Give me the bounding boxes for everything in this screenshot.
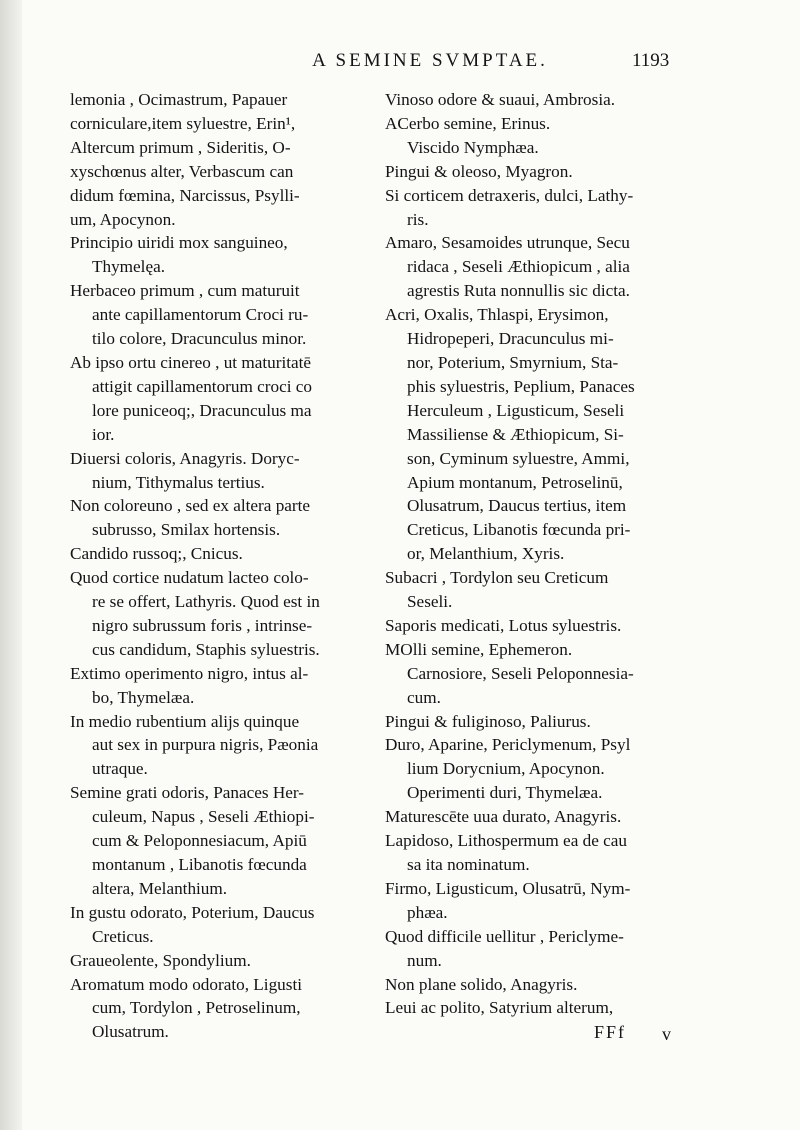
text-line: tilo colore, Dracunculus minor. [92, 329, 307, 349]
text-line: In medio rubentium alijs quinque [70, 711, 300, 731]
text-line: Operimenti duri, Thymelæa. [407, 783, 603, 803]
text-line: Olusatrum. [92, 1022, 169, 1042]
text-line: Leui ac polito, Satyrium alterum, [385, 998, 614, 1018]
text-line: Creticus. [92, 926, 154, 946]
left-column [70, 88, 380, 1044]
text-line: Non plane solido, Anagyris. [385, 974, 578, 994]
text-line: Pingui & oleoso, Myagron. [385, 161, 573, 181]
text-line: cum & Peloponnesiacum, Apiū [92, 831, 307, 851]
text-line: utraque. [92, 759, 148, 779]
text-line: Extimo operimento nigro, intus al- [70, 663, 309, 683]
text-line: phæa. [407, 902, 448, 922]
text-line: Hidropeperi, Dracunculus mi- [407, 329, 614, 349]
text-line: altera, Melanthium. [92, 878, 228, 898]
text-line: num. [407, 950, 442, 970]
text-line: cus candidum, Staphis syluestris. [92, 639, 320, 659]
text-line: sa ita nominatum. [407, 855, 530, 874]
text-line: Amaro, Sesamoides utrunque, Secu [385, 233, 630, 253]
page-number: 1193 [632, 50, 670, 71]
text-line: Lapidoso, Lithospermum ea de cau [385, 831, 627, 851]
text-line: Aromatum modo odorato, Ligusti [70, 974, 303, 994]
text-line: didum fœmina, Narcissus, Psylli- [70, 185, 300, 205]
text-line: cum, Tordylon , Petroselinum, [92, 998, 301, 1018]
text-line: bo, Thymelæa. [92, 687, 195, 707]
text-line: Thymelęa. [92, 257, 166, 277]
text-line: nigro subrussum foris , intrinse- [92, 615, 313, 635]
text-line: corniculare,item syluestre, Erin¹, [70, 113, 296, 133]
text-line: ior. [92, 424, 115, 444]
text-line: re se offert, Lathyris. Quod est in [92, 592, 320, 612]
text-line: lemonia , Ocimastrum, Papauer [70, 90, 288, 109]
page-edge-shadow [0, 0, 22, 1130]
text-line: Firmo, Ligusticum, Olusatrū, Nym- [385, 878, 631, 898]
text-line: subrusso, Smilax hortensis. [92, 520, 281, 540]
text-line: ridaca , Seseli Æthiopicum , alia [407, 257, 630, 277]
text-line: culeum, Napus , Seseli Æthiopi- [92, 807, 315, 827]
text-line: son, Cyminum syluestre, Ammi, [407, 448, 630, 468]
signature-mark: FFf [594, 1022, 627, 1042]
text-line: ris. [407, 209, 429, 229]
text-line: Pingui & fuliginoso, Paliurus. [385, 711, 591, 731]
text-line: Creticus, Libanotis fœcunda pri- [407, 520, 631, 540]
text-line: cum. [407, 687, 441, 707]
text-line: attigit capillamentorum croci co [92, 376, 313, 396]
text-line: Altercum primum , Sideritis, O- [70, 137, 291, 157]
text-line: um, Apocynon. [70, 209, 176, 229]
text-line: Herculeum , Ligusticum, Seseli [407, 400, 625, 420]
text-line: Carnosiore, Seseli Peloponnesia- [407, 663, 634, 683]
text-line: aut sex in purpura nigris, Pæonia [92, 735, 319, 755]
text-line: Subacri , Tordylon seu Creticum [385, 568, 609, 588]
text-line: Si corticem detraxeris, dulci, Lathy- [385, 185, 634, 205]
catchword: v [662, 1024, 671, 1044]
text-line: In gustu odorato, Poterium, Daucus [70, 902, 315, 922]
text-line: Duro, Aparine, Periclymenum, Psyl [385, 735, 631, 755]
text-line: Saporis medicati, Lotus syluestris. [385, 615, 622, 635]
text-line: Maturescēte uua durato, Anagyris. [385, 807, 622, 827]
text-line: Massiliense & Æthiopicum, Si- [407, 424, 624, 444]
text-line: Ab ipso ortu cinereo , ut maturitatē [70, 352, 312, 372]
right-column [385, 88, 685, 1020]
text-line: nor, Poterium, Smyrnium, Sta- [407, 352, 619, 372]
text-line: agrestis Ruta nonnullis sic dicta. [407, 281, 630, 301]
text-line: ACerbo semine, Erinus. [385, 113, 551, 133]
text-line: lium Dorycnium, Apocynon. [407, 759, 605, 779]
text-line: Seseli. [407, 592, 453, 612]
text-line: Candido russoq;, Cnicus. [70, 544, 243, 564]
text-line: Olusatrum, Daucus tertius, item [407, 496, 627, 516]
text-line: MOlli semine, Ephemeron. [385, 639, 573, 659]
text-line: Quod difficile uellitur , Periclyme- [385, 926, 624, 946]
running-title: A SEMINE SVMPTAE. [312, 50, 548, 71]
text-line: Acri, Oxalis, Thlaspi, Erysimon, [385, 305, 609, 325]
text-line: lore puniceoq;, Dracunculus ma [92, 400, 312, 420]
text-line: Semine grati odoris, Panaces Her- [70, 783, 305, 803]
text-line: or, Melanthium, Xyris. [407, 544, 565, 564]
text-line: Graueolente, Spondylium. [70, 950, 251, 970]
text-line: Quod cortice nudatum lacteo colo- [70, 568, 309, 588]
text-line: Diuersi coloris, Anagyris. Doryc- [70, 448, 300, 468]
text-line: xyschœnus alter, Verbascum can [70, 161, 294, 181]
text-line: ante capillamentorum Croci ru- [92, 305, 309, 325]
text-line: montanum , Libanotis fœcunda [92, 855, 307, 874]
text-line: Herbaceo primum , cum maturuit [70, 281, 300, 301]
text-line: Apium montanum, Petroselinū, [407, 472, 623, 492]
text-line: Viscido Nymphæa. [407, 137, 539, 157]
text-line: Non coloreuno , sed ex altera parte [70, 496, 311, 516]
text-line: Principio uiridi mox sanguineo, [70, 233, 288, 253]
text-line: phis syluestris, Peplium, Panaces [407, 376, 635, 396]
text-line: Vinoso odore & suaui, Ambrosia. [385, 90, 616, 109]
text-line: nium, Tithymalus tertius. [92, 472, 265, 492]
